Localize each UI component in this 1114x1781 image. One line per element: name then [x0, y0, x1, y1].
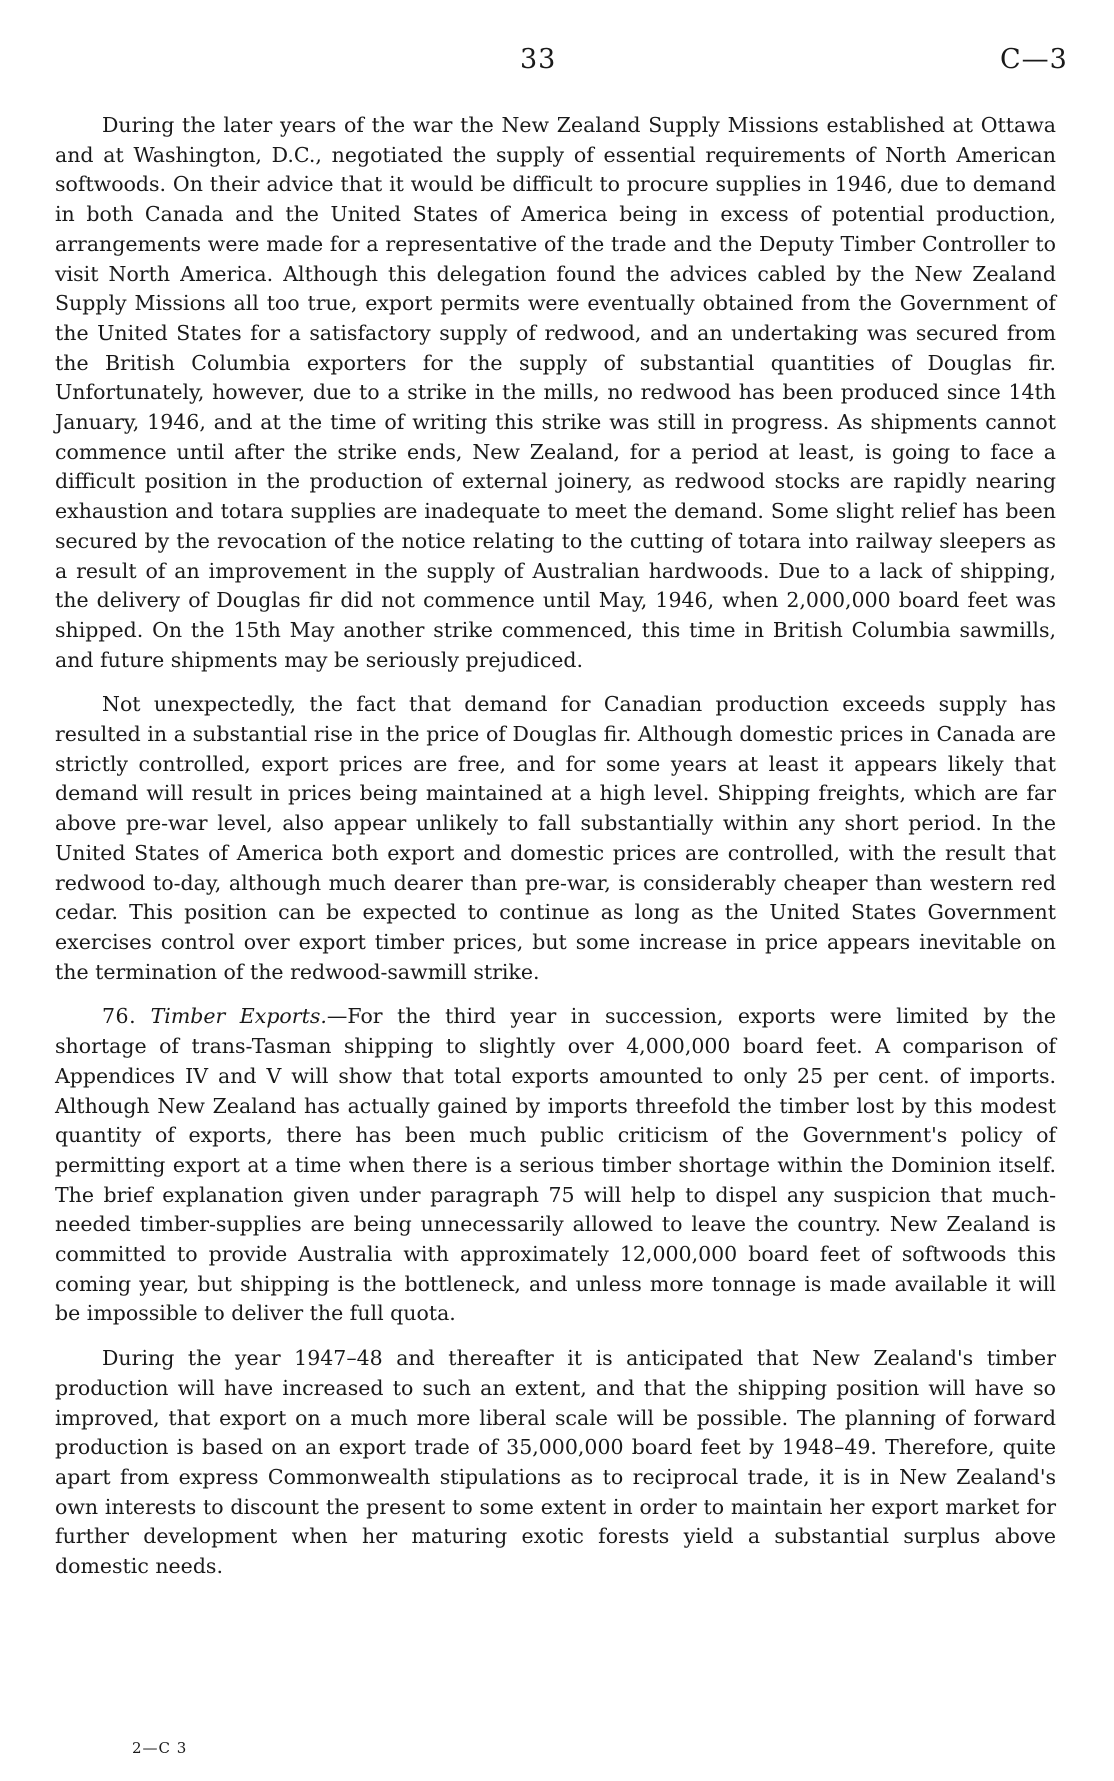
- paragraph-douglas-fir-prices: Not unexpectedly, the fact that demand for Canadian production exceeds supply has resulted in a substantial rise in the price of Douglas fir. Although domestic prices in Canada are strictly controlled, export prices are free, and for some years at least it appears likely that demand will result in prices being maintained at a high level. Shipping freights, which are far above pre-war level, also appear unlikely to fall substantially within any short period. In the United States of America both export and domestic prices are controlled, with the result that redwood to-day, although much dearer than pre-war, is considerably cheaper than western red cedar. This position can be expected to continue as long as the United States Government exercises control over export timber prices, but some increase in price appears inevitable on the termination of the redwood-sawmill strike.: [55, 692, 1056, 984]
- paragraph-future-exports: During the year 1947–48 and thereafter it is anticipated that New Zealand's timber production will have increased to such an extent, and that the shipping position will have so improved, that export on a much more liberal scale will be possible. The planning of forward production is based on an export trade of 35,000,000 board feet by 1948–49. Therefore, quite apart from express Commonwealth stipulations as to reciprocal trade, it is in New Zealand's own interests to discount the present to some extent in order to maintain her export market for further development when her maturing exotic forests yield a substantial surplus above domestic needs.: [55, 1346, 1056, 1579]
- paragraph-heading: Timber Exports.: [150, 1004, 327, 1029]
- paragraph-body: —For the third year in succession, exports were limited by the shortage of trans-Tasman shipping to slightly over 4,000,000 board feet. A comparison of Appendices IV and V will show that total exports amounted to only 25 per cent. of imports. Although New Zealand has actually gained by imports threefold the timber lost by this modest quantity of exports, there has been much public criticism of the Government's policy of permitting export at a time when there is a serious timber shortage within the Dominion itself. The brief explanation given under paragraph 75 will help to dispel any suspicion that much-needed timber-supplies are being unnecessarily allowed to leave the country. New Zealand is committed to provide Australia with approximately 12,000,000 board feet of softwoods this coming year, but shipping is the bottleneck, and unless more tonnage is made available it will be impossible to deliver the full quota.: [55, 1004, 1056, 1326]
- document-reference: C—3: [1000, 44, 1068, 75]
- signature-mark: 2—C 3: [132, 1739, 188, 1757]
- paragraph-timber-exports: [55, 1002, 1056, 1329]
- body-text: [55, 111, 1056, 1597]
- paragraph-supply-missions: During the later years of the war the New Zealand Supply Missions established at Ottawa and at Washington, D.C., negotiated the supply of essential requirements of North American softwoods. On their advice that it would be difficult to procure supplies in 1946, due to demand in both Canada and the United States of America being in excess of potential production, arrangements were made for a representative of the trade and the Deputy Timber Controller to visit North America. Although this delegation found the advices cabled by the New Zealand Supply Missions all too true, export permits were eventually obtained from the Government of the United States for a satisfactory supply of redwood, and an undertaking was secured from the British Columbia exporters for the supply of substantial quantities of Douglas fir. Unfortunately, however, due to a strike in the mills, no redwood has been produced since 14th January, 1946, and at the time of writing this strike was still in progress. As shipments cannot commence until after the strike ends, New Zealand, for a period at least, is going to face a difficult position in the production of external joinery, as redwood stocks are rapidly nearing exhaustion and totara supplies are inadequate to meet the demand. Some slight relief has been secured by the revocation of the notice relating to the cutting of totara into railway sleepers as a result of an improvement in the supply of Australian hardwoods. Due to a lack of shipping, the delivery of Douglas fir did not commence until May, 1946, when 2,000,000 board feet was shipped. On the 15th May another strike commenced, this time in British Columbia sawmills, and future shipments may be seriously prejudiced.: [55, 113, 1056, 672]
- page-number: 33: [520, 44, 557, 75]
- paragraph-number: 76.: [102, 1004, 137, 1029]
